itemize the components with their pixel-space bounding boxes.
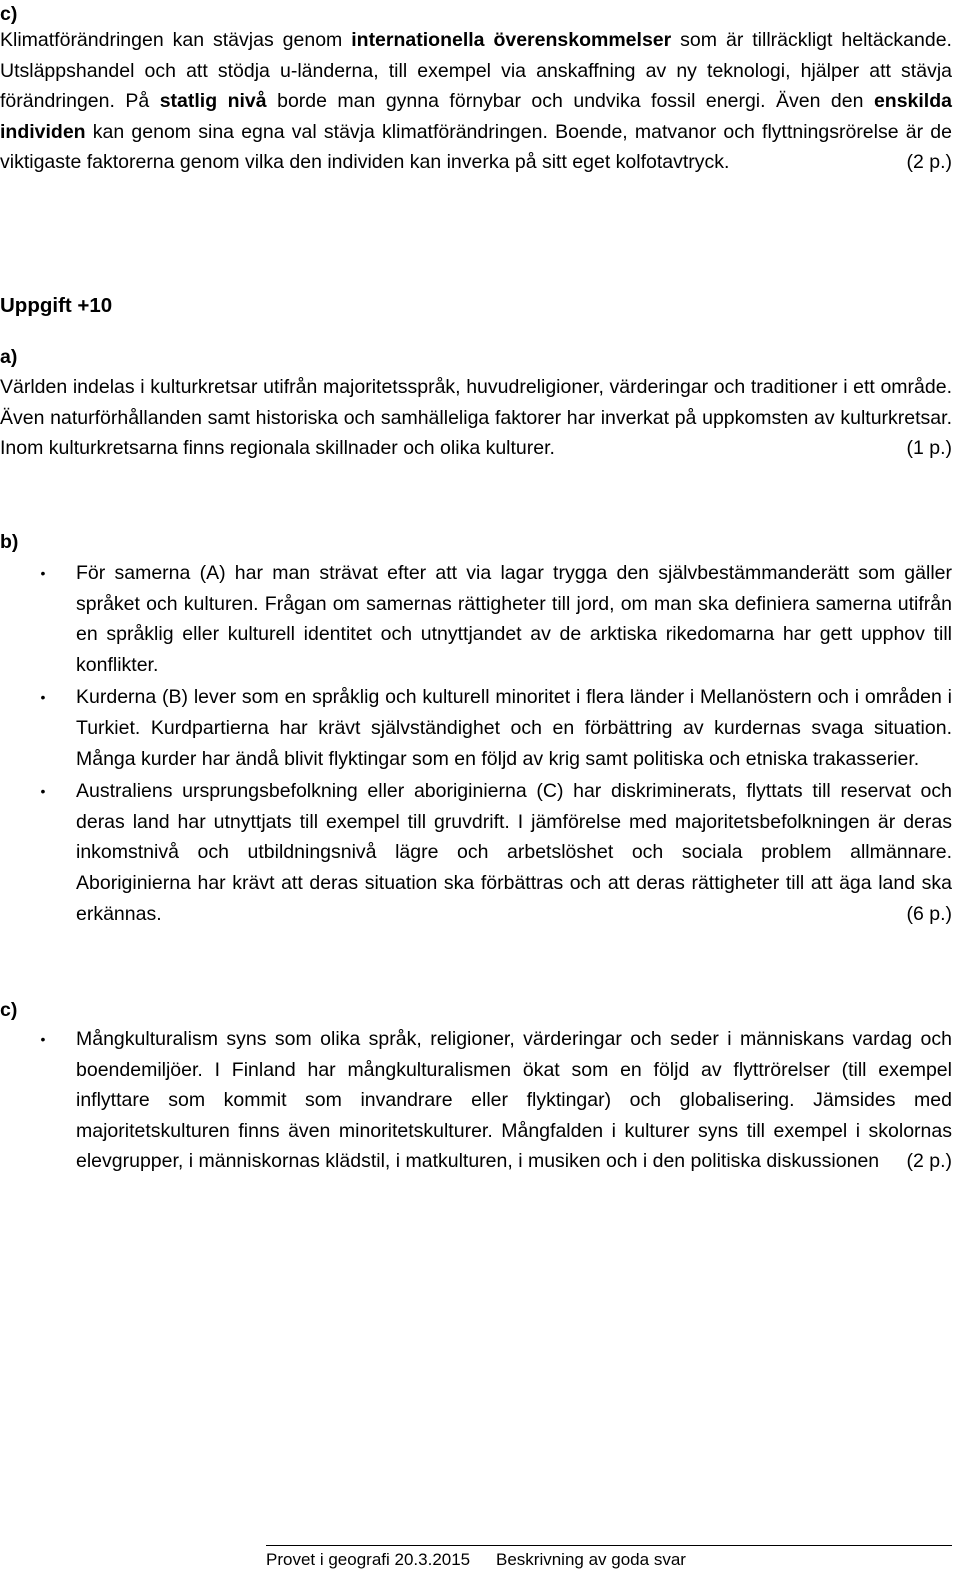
climate-bold-state: statlig nivå [159, 90, 267, 113]
bullet-icon: • [40, 689, 46, 706]
climate-paragraph [0, 25, 952, 178]
list-item-sami [0, 558, 952, 680]
list-item-multiculturalism [0, 1024, 952, 1177]
points-c: (2 p.) [906, 1150, 952, 1173]
kurds-text: Kurderna (B) lever som en språklig och kulturell minoritet i flera länder i Mellanöstern och i områden i Turkiet. Kurdpartierna har krävt självständighet och en förbättring av kurdernas svaga situation. Många kurder har ändå blivit flyktingar som en följd av krig samt politiska och etniska trakasserier. [76, 686, 952, 770]
sami-text: För samerna (A) har man strävat efter att via lagar trygga den självbestämmanderätt som gäller språket och kulturen. Frågan om samernas rättigheter till jord, om man ska definiera samerna utifrån en språklig eller kulturell identitet och utnyttjandet av de arktiska rikedomarna har gett upphov till konflikter. [76, 562, 952, 676]
culture-regions-body: Världen indelas i kulturkretsar utifrån majoritetsspråk, huvudreligioner, värderingar och traditioner i ett område. Även naturförhållanden samt historiska och samhälleliga faktorer har inverkat på uppkomsten av kulturkretsar. Inom kulturkretsarna finns regionala skillnader och olika kulturer. [0, 376, 952, 460]
aborigines-text: Australiens ursprungsbefolkning eller aboriginierna (C) har diskriminerats, flyttats till reservat och deras land har utnyttjats till exempel till gruvdrift. I jämförelse med majoritetsbefolkningen är deras inkomstnivå och utbildningsnivå lägre och arbetslöshet och sociala problem allmännare. Aboriginierna har krävt att deras situation ska förbättras och att deras rättigheter till att äga land ska erkännas. [76, 780, 952, 925]
bullet-icon: • [40, 1031, 46, 1047]
task-heading: Uppgift +10 [0, 294, 113, 317]
footer-exam-title: Provet i geografi 20.3.2015 [266, 1550, 471, 1569]
section-label-b: b) [0, 531, 19, 553]
culture-regions-text [0, 372, 952, 464]
multiculturalism-list [0, 1024, 952, 1179]
climate-text-part-2: som är tillräckligt heltäckande. Utsläppshandel och att stödja u-länderna, till exempel via anskaffning av ny teknologi, hjälper att stävja förändringen. På [0, 29, 952, 113]
climate-bold-international: internationella överenskommelser [351, 29, 672, 51]
bullet-icon: • [40, 783, 46, 800]
list-item-kurds [0, 682, 952, 774]
bullet-icon: • [40, 565, 46, 581]
climate-text-part-4: kan genom sina egna val stävja klimatförändringen. Boende, matvanor och flyttningsrörelse är de viktigaste faktorerna genom vilka den individen kan inverka på sitt eget kolfotavtryck. [0, 120, 952, 174]
page-footer [266, 1545, 952, 1572]
climate-bold-individual: enskilda individen [0, 90, 952, 143]
climate-text [0, 25, 952, 178]
climate-text-part-3: borde man gynna förnybar och undvika fossil energi. Även den [266, 90, 874, 113]
climate-text-part-1: Klimatförändringen kan stävjas genom [0, 29, 352, 51]
minorities-list [0, 558, 952, 931]
points-climate: (2 p.) [906, 151, 952, 174]
section-label-c-top: c) [0, 3, 18, 25]
section-label-c: c) [0, 999, 18, 1021]
list-item-aborigines [0, 776, 952, 929]
section-label-a: a) [0, 346, 18, 368]
culture-regions-paragraph [0, 372, 952, 464]
footer-description: Beskrivning av goda svar [496, 1550, 686, 1569]
points-b: (6 p.) [906, 902, 952, 925]
points-a: (1 p.) [906, 437, 952, 460]
multiculturalism-text: Mångkulturalism syns som olika språk, religioner, värderingar och seder i människans vardag och boendemiljöer. I Finland har mångkulturalismen ökat som en följd av flyttrörelser (till exempel inflyttare som kommit som invandrare eller flyktingar) och globalisering. Jämsides med majoritetskulturen finns även minoritetskulturer. Mångfalden i kulturer syns till exempel i skolornas elevgrupper, i människornas klädstil, i matkulturen, i musiken och i den politiska diskussionen [76, 1028, 952, 1173]
